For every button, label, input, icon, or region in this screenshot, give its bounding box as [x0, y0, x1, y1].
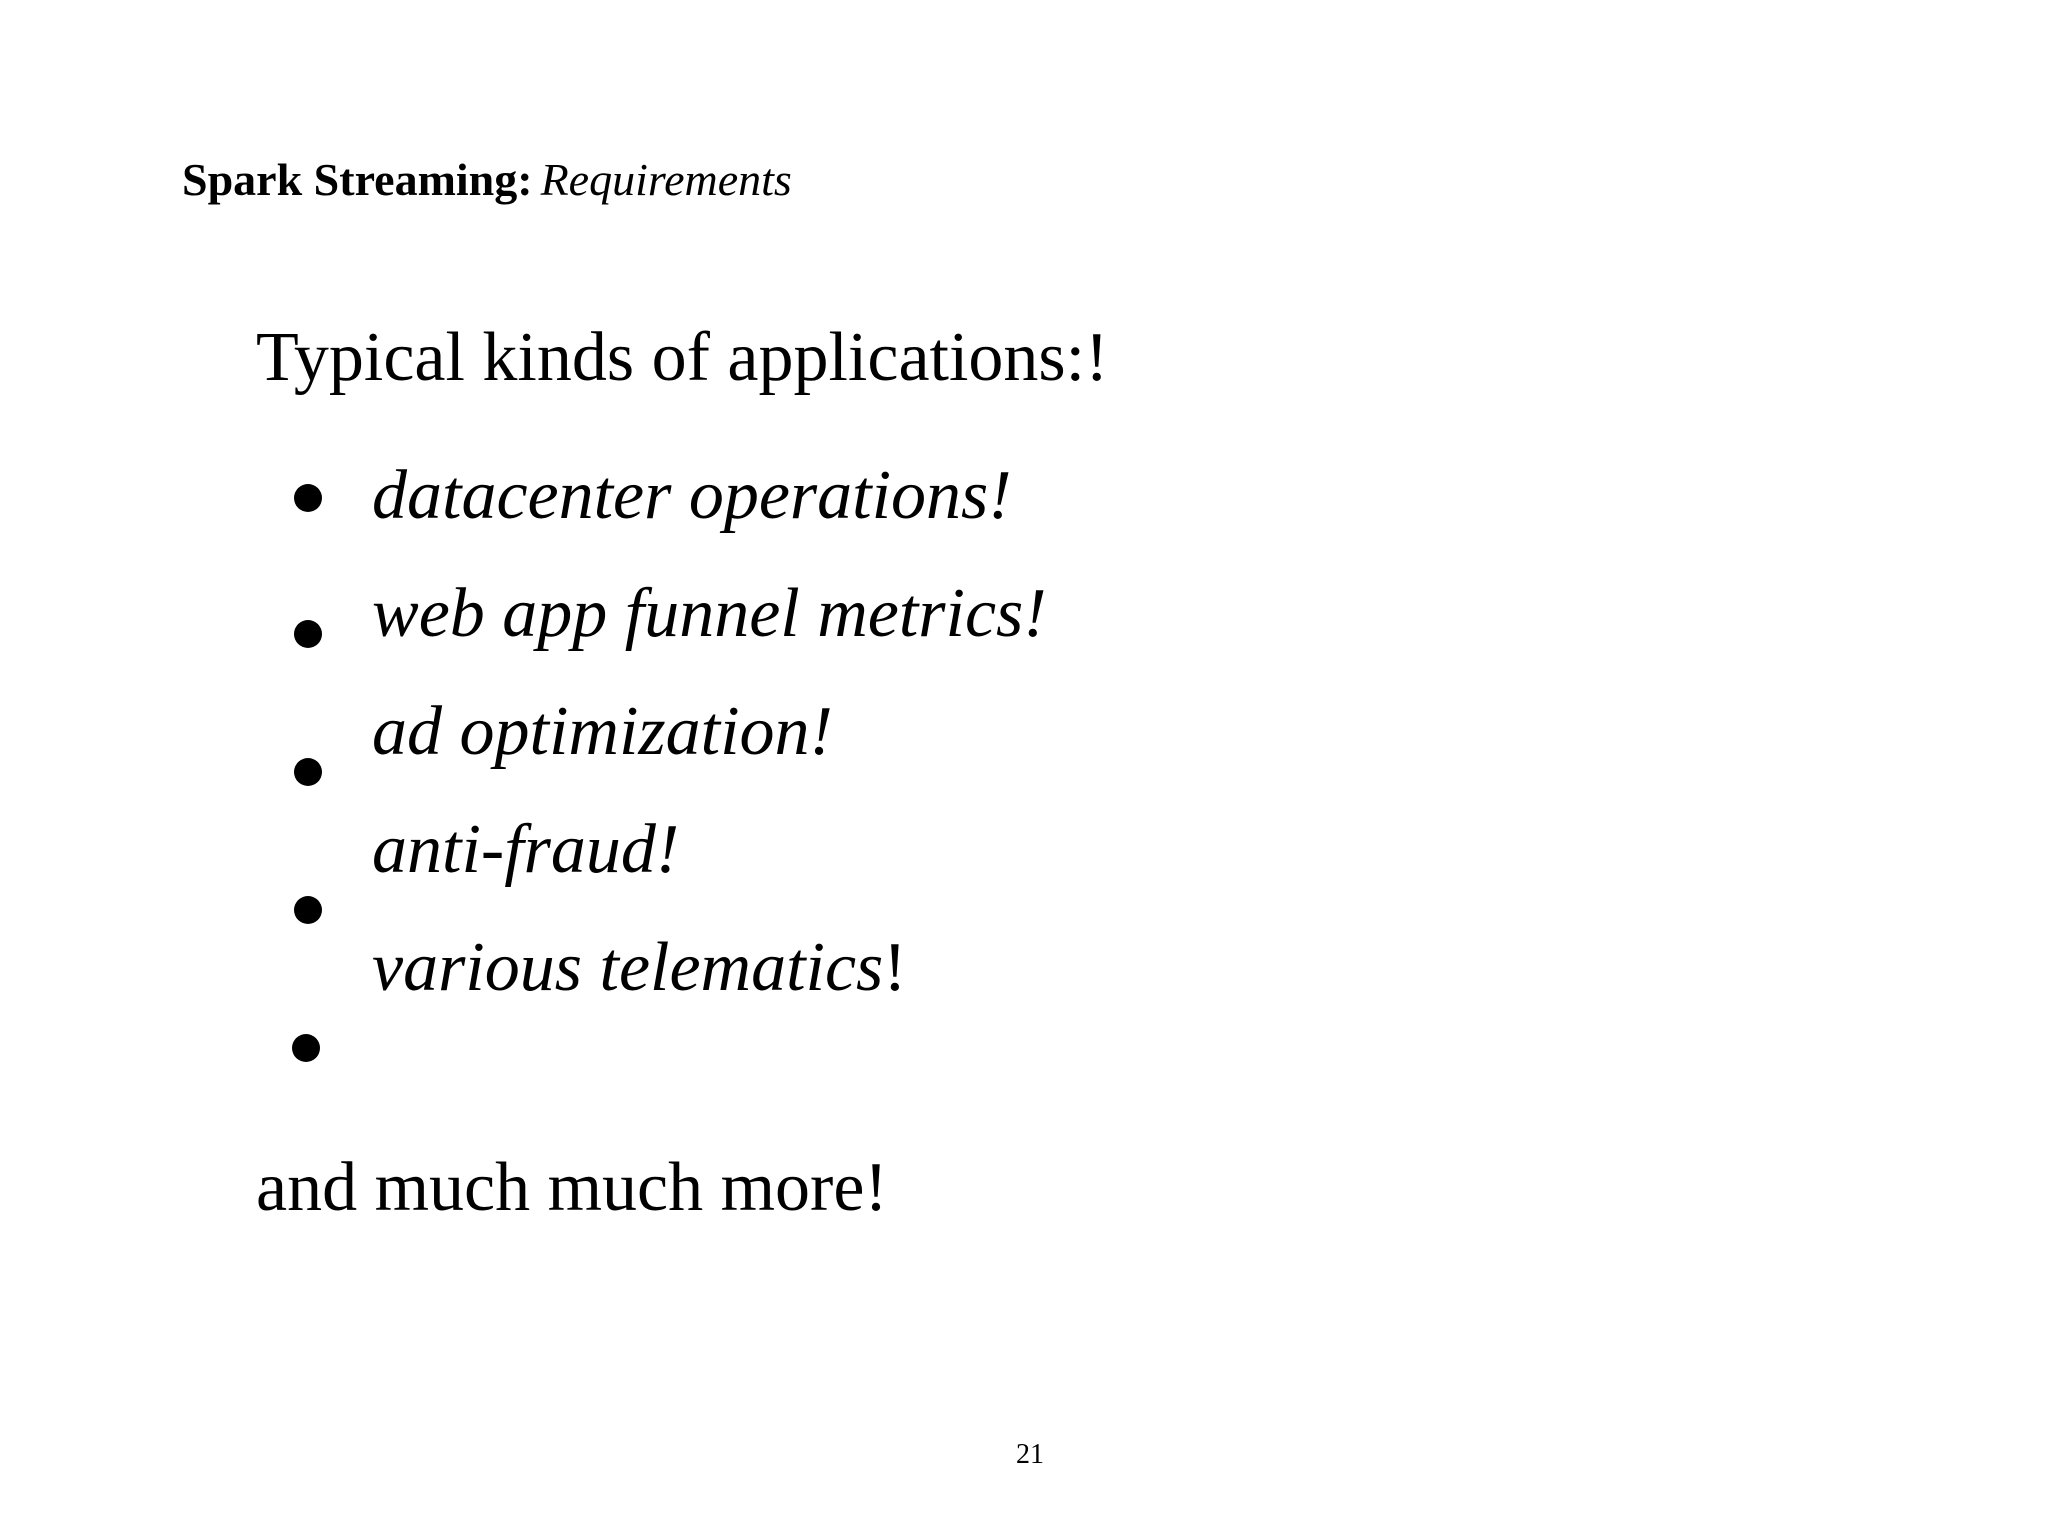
- bullet-dot-icon: [294, 896, 322, 924]
- slide-title-bold: Spark Streaming:: [182, 154, 533, 205]
- outro-text: and much much more!: [256, 1149, 888, 1226]
- bullet-item-4: anti-fraud!: [372, 811, 680, 888]
- bullet-dot-icon: [294, 758, 322, 786]
- bullet-item-2: web app funnel metrics!: [372, 575, 1047, 652]
- bullet-item-3: ad optimization!: [372, 693, 833, 770]
- intro-text: Typical kinds of applications:!: [256, 319, 1109, 396]
- bullet-dot-icon: [292, 1034, 320, 1062]
- bullet-dot-icon: [294, 484, 322, 512]
- bullet-dot-icon: [294, 620, 322, 648]
- slide-title: [182, 152, 792, 208]
- page-number: 21: [1016, 1439, 1044, 1470]
- bullet-item-1: datacenter operations!: [372, 457, 1012, 534]
- bullet-item-5: [372, 928, 907, 1008]
- bullet-item-5-text: various telematics: [372, 929, 884, 1006]
- bullet-item-5-suffix: !: [883, 929, 907, 1006]
- slide-title-italic: Requirements: [540, 154, 792, 205]
